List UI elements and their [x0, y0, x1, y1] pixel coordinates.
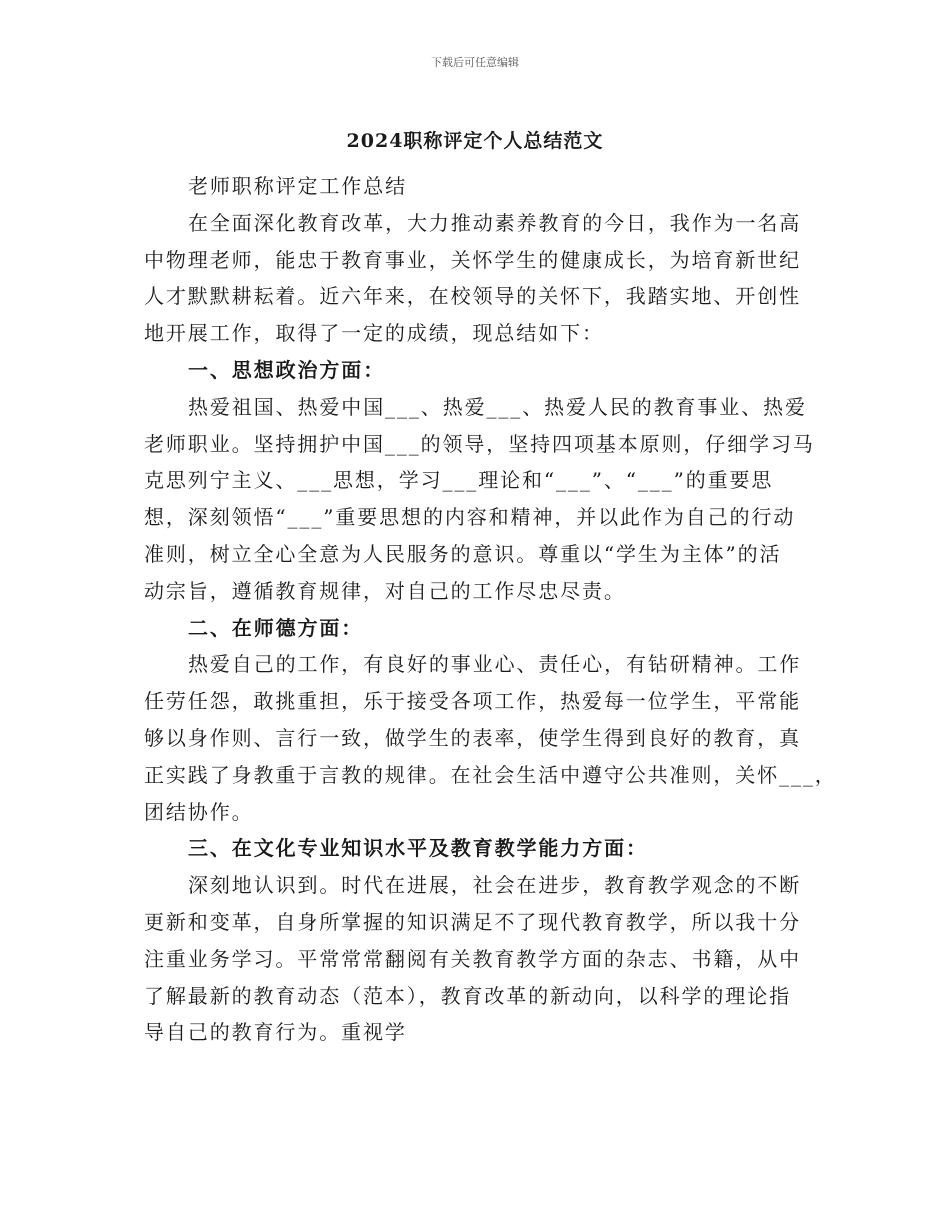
text-line: 中物理老师，能忠于教育事业，关怀学生的健康成长，为培育新世纪 [144, 247, 801, 272]
text-line: 克思列宁主义、___思想，学习___理论和“___”、“___”的重要思 [144, 468, 774, 493]
text-line: 地开展工作，取得了一定的成绩，现总结如下： [144, 321, 604, 346]
text-line: 导自己的教育行为。重视学 [144, 1020, 407, 1045]
text-line: 动宗旨，遵循教育规律，对自己的工作尽忠尽责。 [144, 578, 626, 603]
text-line: 了解最新的教育动态（范本），教育改革的新动向，以科学的理论指 [144, 983, 791, 1008]
text-line: 更新和变革，自身所掌握的知识满足不了现代教育教学，所以我十分 [144, 909, 801, 934]
text-line: 老师职称评定工作总结 [188, 174, 407, 198]
text-line: 热爱自己的工作，有良好的事业心、责任心，有钻研精神。工作 [188, 652, 802, 677]
section-heading: 二、在师德方面： [188, 615, 364, 640]
text-line: 注重业务学习。平常常常翻阅有关教育教学方面的杂志、书籍，从中 [144, 946, 801, 971]
header-note: 下载后可任意编辑 [431, 56, 519, 69]
text-line: 想，深刻领悟“___”重要思想的内容和精神，并以此作为自己的行动 [144, 505, 796, 530]
text-line: 在全面深化教育改革，大力推动素养教育的今日，我作为一名高 [188, 210, 802, 235]
text-line: 人才默默耕耘着。近六年来，在校领导的关怀下，我踏实地、开创性 [144, 284, 801, 309]
text-line: 任劳任怨，敢挑重担，乐于接受各项工作，热爱每一位学生，平常能 [144, 689, 801, 714]
text-line: 团结协作。 [144, 799, 254, 824]
text-line: 深刻地认识到。时代在进展，社会在进步，教育教学观念的不断 [188, 873, 802, 898]
text-line: 老师职业。坚持拥护中国___的领导，坚持四项基本原则，仔细学习马 [144, 431, 815, 456]
section-heading: 一、思想政治方面： [188, 357, 386, 382]
section-heading: 三、在文化专业知识水平及教育教学能力方面： [188, 836, 648, 861]
text-line: 准则，树立全心全意为人民服务的意识。尊重以“学生为主体”的活 [144, 541, 782, 566]
text-line: 够以身作则、言行一致，做学生的表率，使学生得到良好的教育，真 [144, 725, 801, 750]
document-title: 2024职称评定个人总结范文 [346, 130, 604, 152]
text-line: 热爱祖国、热爱中国___、热爱___、热爱人民的教育事业、热爱 [188, 394, 807, 419]
text-line: 正实践了身教重于言教的规律。在社会生活中遵守公共准则，关怀___， [144, 762, 837, 787]
document-body [144, 168, 837, 1051]
